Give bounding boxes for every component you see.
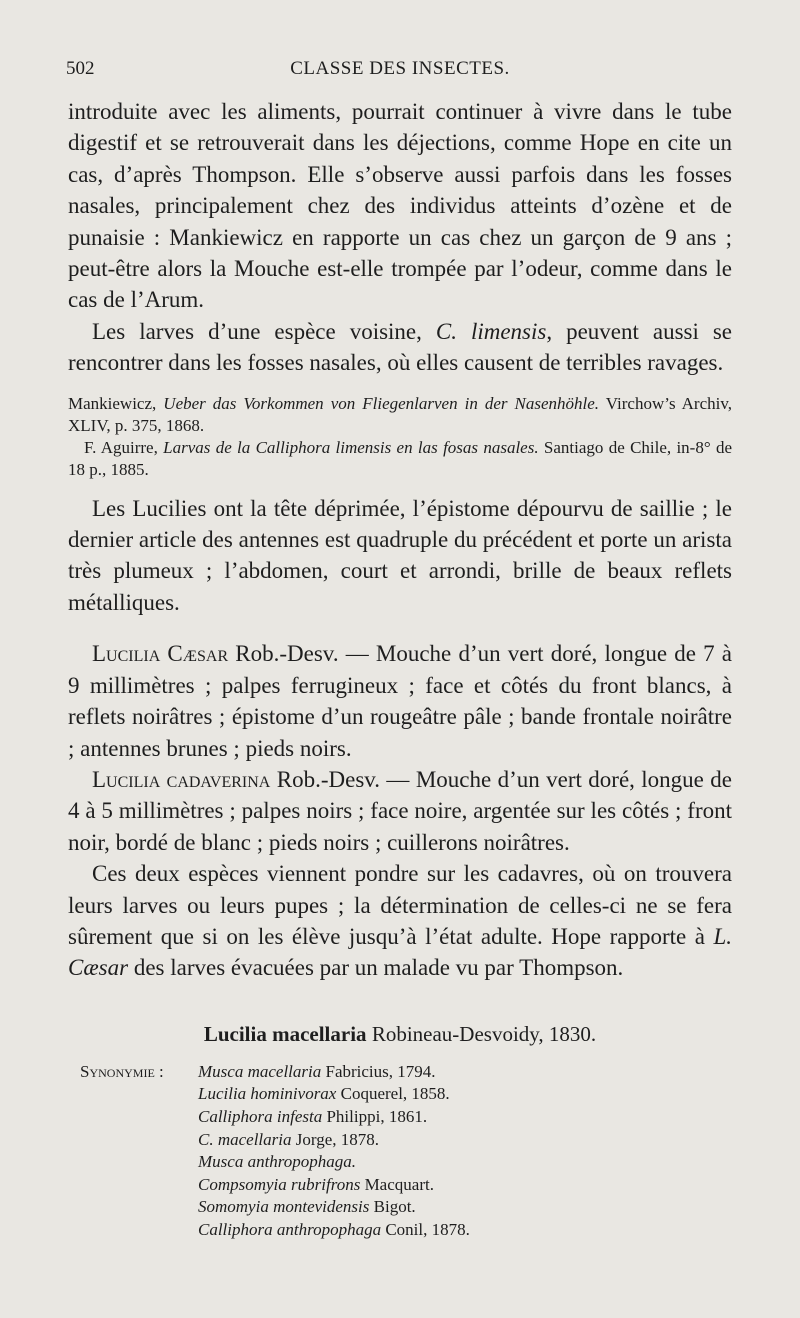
reference-1: Mankiewicz, Ueber das Vorkommen von Fliegenlarven in der Nasenhöhle. Virchow’s Archiv, XLIV, p. 375, 1868. [68, 393, 732, 435]
synonym-author: Conil, 1878. [381, 1219, 470, 1239]
paragraph-2: Les larves d’une espèce voisine, C. limensis, peuvent aussi se rencontrer dans les fosses nasales, où elles causent de terribles ravages. [68, 318, 733, 376]
species-name: C. limensis [435, 318, 547, 344]
synonym-name: C. macellaria [198, 1129, 292, 1149]
species-heading: Lucilia macellaria Robineau-Desvoidy, 1830. [203, 1021, 597, 1046]
paragraph-3: Les Lucilies ont la tête déprimée, l’épistome dépourvu de saillie ; le dernier article des antennes est quadruple du précédent et porte un arista très plumeux ; l’abdomen, court et arrondi, brille de beaux reflets métalliques. [68, 495, 732, 615]
synonymy-label: Synonymie : [80, 1061, 164, 1081]
running-title: CLASSE DES INSECTES. [290, 58, 510, 79]
synonym-row [68, 1061, 732, 1084]
synonym-name: Calliphora anthropophaga [198, 1219, 382, 1239]
synonym-author: Coquerel, 1858. [336, 1084, 450, 1104]
synonym-name: Calliphora infesta [198, 1106, 323, 1126]
genus-name: Lucilia Cæsar [92, 641, 229, 667]
page-body [68, 96, 732, 1242]
synonymy-list [68, 1061, 732, 1242]
synonym-name: Compsomyia rubrifrons [198, 1174, 361, 1194]
synonym-author: Philippi, 1861. [322, 1106, 428, 1126]
reference-title: Ueber das Vorkommen von Fliegenlarven in der Nasenhöhle. [163, 393, 600, 413]
synonym-name: Musca macellaria [198, 1061, 322, 1081]
synonym-row [68, 1151, 732, 1174]
synonym-author: Fabricius, 1794. [321, 1061, 436, 1081]
paragraph-4: Lucilia Cæsar Rob.-Desv. — Mouche d’un vert doré, longue de 7 à 9 millimètres ; palpes ferrugineux ; face et côtés du front blancs, à reflets noirâtres ; épistome d’un rougeâtre pâle ; bande frontale noirâtre ; antennes brunes ; pieds noirs. [68, 641, 732, 761]
species-name: L. Cæsar [68, 923, 732, 981]
genus-name: Lucilia cadaverina [92, 766, 271, 792]
synonym-row [68, 1219, 732, 1242]
paragraph-6: Ces deux espèces viennent pondre sur les cadavres, où on trouvera leurs larves ou leurs pupes ; la détermination de celles-ci ne se fera sûrement que si on les élève jusqu’à l’état adulte. Hope rapporte à L. Cæsar des larves évacuées par un malade vu par Thompson. [68, 861, 732, 981]
reference-2: F. Aguirre, Larvas de la Calliphora limensis en las fosas nasales. Santiago de Chile, in-8° de 18 p., 1885. [68, 437, 732, 479]
synonym-row [68, 1083, 732, 1106]
synonym-row [68, 1129, 732, 1152]
synonym-author: Jorge, 1878. [291, 1129, 380, 1149]
synonym-name: Somomyia montevidensis [198, 1197, 370, 1217]
paragraph-5: Lucilia cadaverina Rob.-Desv. — Mouche d’un vert doré, longue de 4 à 5 millimètres ; palpes noirs ; face noire, argentée sur les côtés ; front noir, bordé de blanc ; pieds noirs ; cuillerons noirâtres. [68, 766, 732, 855]
synonym-row [68, 1106, 732, 1129]
synonym-author: Macquart. [360, 1174, 434, 1194]
paragraph-1: introduite avec les aliments, pourrait continuer à vivre dans le tube digestif et se retrouverait dans les déjections, comme Hope en cite un cas, d’après Thompson. Elle s’observe aussi parfois dans les fosses nasales, principalement chez des individus atteints d’ozène et de punaisie : Mankiewicz en rapporte un cas chez un garçon de 9 ans ; peut-être alors la Mouche est-elle trompée par l’odeur, comme dans le cas de l’Arum. [68, 99, 732, 313]
synonym-row [68, 1196, 732, 1219]
synonym-row [68, 1174, 732, 1197]
synonym-name: Musca anthropophaga. [198, 1152, 357, 1172]
page-number: 502 [66, 58, 95, 79]
reference-title: Larvas de la Calliphora limensis en las fosas nasales. [163, 437, 539, 457]
synonym-name: Lucilia hominivorax [198, 1084, 337, 1104]
synonym-author: Bigot. [369, 1197, 416, 1217]
page-header [66, 58, 734, 86]
